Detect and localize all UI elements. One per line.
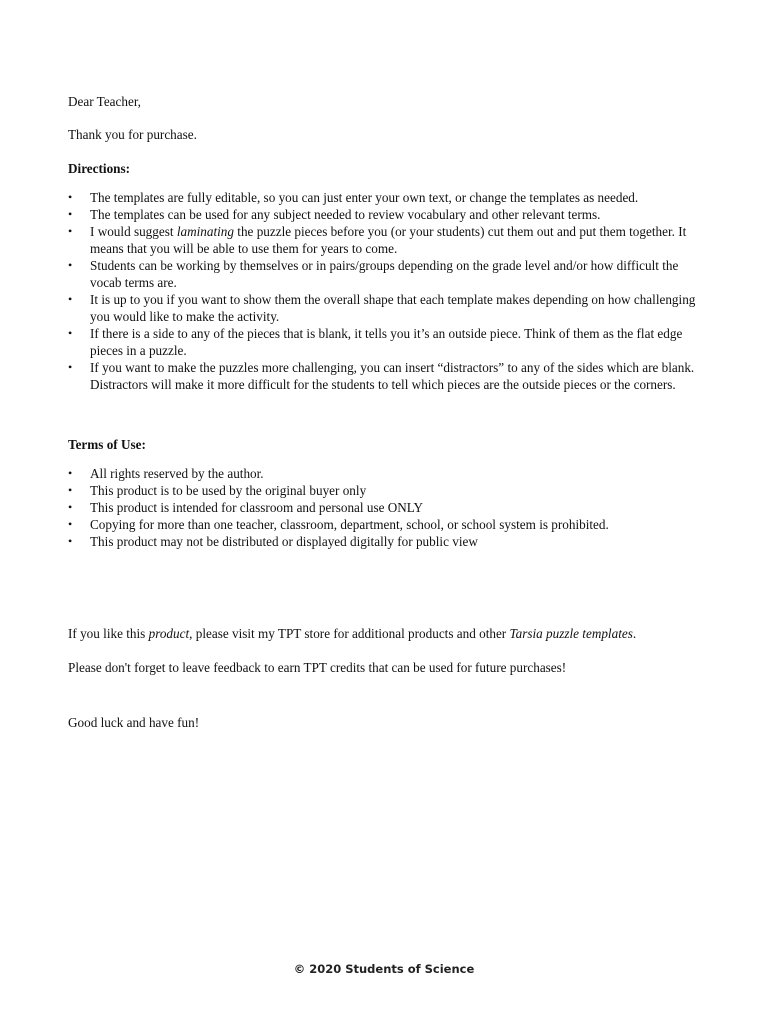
- directions-list: [68, 189, 708, 393]
- emphasis-text: product: [148, 626, 190, 641]
- list-item-text: All rights reserved by the author.: [90, 466, 264, 481]
- list-item: [68, 482, 708, 499]
- list-item-text: If you want to make the puzzles more challenging, you can insert “distractors” to any of the sides which are blank. Distractors will make it more difficult for the students to tell which pieces are the outside pieces or the corners.: [90, 360, 695, 392]
- list-item: [68, 223, 708, 257]
- list-item: [68, 533, 708, 550]
- bullet-icon: •: [68, 292, 73, 306]
- list-item-text: This product is intended for classroom and personal use ONLY: [90, 500, 424, 515]
- bullet-icon: •: [68, 190, 73, 204]
- text-segment: I would suggest: [90, 224, 177, 239]
- emphasis-text: Tarsia puzzle templates: [509, 626, 633, 641]
- bullet-icon: •: [68, 258, 73, 272]
- bullet-icon: •: [68, 466, 73, 480]
- visit-store-line: [68, 625, 636, 642]
- bullet-icon: •: [68, 483, 73, 497]
- list-item: [68, 359, 708, 393]
- terms-list: [68, 465, 708, 550]
- greeting: Dear Teacher,: [68, 94, 141, 109]
- list-item-text: [90, 224, 686, 256]
- feedback-line: Please don't forget to leave feedback to earn TPT credits that can be used for future purchases!: [68, 660, 567, 675]
- list-item-text: This product may not be distributed or displayed digitally for public view: [90, 534, 478, 549]
- list-item-text: This product is to be used by the original buyer only: [90, 483, 367, 498]
- bullet-icon: •: [68, 326, 73, 340]
- bullet-icon: •: [68, 534, 73, 548]
- emphasis-text: laminating: [176, 224, 234, 239]
- list-item: [68, 257, 708, 291]
- bullet-icon: •: [68, 360, 73, 374]
- text-segment: , please visit my TPT store for additional products and other: [189, 626, 510, 641]
- list-item-text: The templates are fully editable, so you can just enter your own text, or change the templates as needed.: [90, 190, 639, 205]
- bullet-icon: •: [68, 500, 73, 514]
- list-item: [68, 465, 708, 482]
- text-segment: If you like this: [68, 626, 149, 641]
- list-item-text: If there is a side to any of the pieces that is blank, it tells you it’s an outside piece. Think of them as the flat edge pieces in a puzzle.: [90, 326, 683, 358]
- list-item: [68, 291, 708, 325]
- bullet-icon: •: [68, 517, 73, 531]
- copyright-footer: © 2020 Students of Science: [293, 962, 475, 976]
- text-segment: the puzzle pieces before you (or your students) cut them out and put them together. It means that you will be able to use them for years to come.: [90, 224, 687, 256]
- thanks-line: Thank you for purchase.: [68, 127, 197, 142]
- list-item-text: The templates can be used for any subject needed to review vocabulary and other relevant terms.: [90, 207, 601, 222]
- list-item: [68, 516, 708, 533]
- list-item-text: It is up to you if you want to show them the overall shape that each template makes depending on how challenging you would like to make the activity.: [90, 292, 696, 324]
- list-item: [68, 206, 708, 223]
- bullet-icon: •: [68, 224, 73, 238]
- list-item: [68, 325, 708, 359]
- text-segment: .: [632, 626, 637, 641]
- bullet-icon: •: [68, 207, 73, 221]
- farewell-line: Good luck and have fun!: [68, 715, 200, 730]
- list-item-text: Students can be working by themselves or in pairs/groups depending on the grade level and/or how difficult the vocab terms are.: [90, 258, 679, 290]
- directions-heading: Directions:: [68, 161, 131, 176]
- list-item: [68, 499, 708, 516]
- list-item-text: Copying for more than one teacher, classroom, department, school, or school system is prohibited.: [90, 517, 609, 532]
- terms-heading: Terms of Use:: [68, 437, 146, 452]
- list-item: [68, 189, 708, 206]
